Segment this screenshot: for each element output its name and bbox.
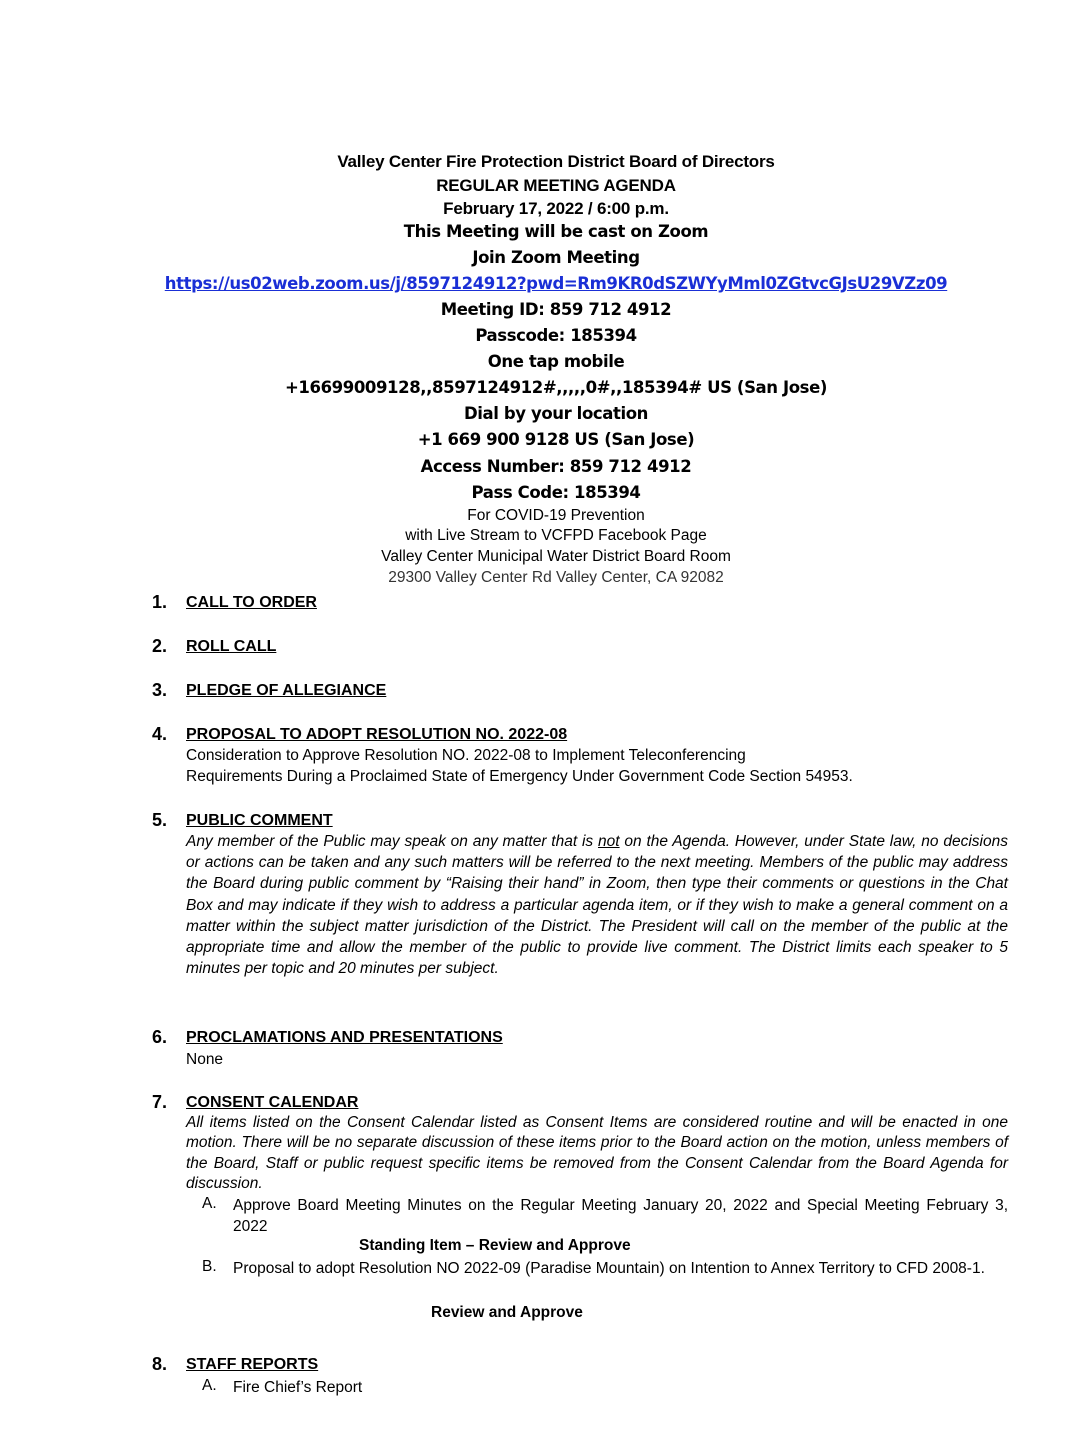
item-number: 8. bbox=[152, 1354, 168, 1374]
one-tap-number: +16699009128,,8597124912#,,,,,0#,,185394# US (San Jose) bbox=[284, 378, 828, 397]
join-zoom-heading: Join Zoom Meeting bbox=[472, 248, 640, 267]
item-body-line: Requirements During a Proclaimed State of Emergency Under Government Code Section 54953. bbox=[186, 768, 853, 785]
public-comment-text-a: Any member of the Public may speak on any matter that is bbox=[186, 833, 599, 850]
dial-number: +1 669 900 9128 US (San Jose) bbox=[417, 430, 695, 449]
item-title-call-to-order: CALL TO ORDER bbox=[186, 594, 317, 611]
consent-calendar-text: All items listed on the Consent Calendar listed as Consent Items are considered routine and will be enacted in one motion. There will be no separate discussion of these items prior to the Board action on the motion, unless members of the Board, Staff or public request specific items be removed from the Consent Calendar from the Board Agenda for discussion. bbox=[186, 1114, 1008, 1193]
covid-line-1: For COVID-19 Prevention bbox=[467, 507, 645, 524]
sub-item-fire-chief-report: Fire Chief’s Report bbox=[233, 1379, 363, 1396]
meeting-date: February 17, 2022 / 6:00 p.m. bbox=[443, 199, 669, 218]
item-number: 2. bbox=[152, 636, 168, 656]
agenda-title: REGULAR MEETING AGENDA bbox=[436, 176, 676, 195]
item-number: 6. bbox=[152, 1027, 168, 1047]
meeting-id: Meeting ID: 859 712 4912 bbox=[440, 300, 672, 319]
zoom-meeting-link[interactable]: https://us02web.zoom.us/j/8597124912?pwd=Rm9KR0dSZWYyMml0ZGtvcGJsU29VZz09 bbox=[164, 274, 948, 293]
covid-line-2: with Live Stream to VCFPD Facebook Page bbox=[405, 527, 707, 544]
public-comment-text bbox=[186, 831, 1008, 979]
one-tap-heading: One tap mobile bbox=[487, 352, 625, 371]
item-number: 1. bbox=[152, 592, 168, 612]
item-number: 4. bbox=[152, 724, 168, 744]
district-title: Valley Center Fire Protection District Board of Directors bbox=[337, 152, 775, 171]
sub-item-letter: A. bbox=[202, 1195, 217, 1212]
access-number: Access Number: 859 712 4912 bbox=[420, 457, 692, 476]
item-number: 3. bbox=[152, 680, 168, 700]
item-title-staff-reports: STAFF REPORTS bbox=[186, 1356, 319, 1373]
dial-location-heading: Dial by your location bbox=[463, 404, 649, 423]
item-title-proclamations: PROCLAMATIONS AND PRESENTATIONS bbox=[186, 1029, 503, 1046]
sub-item-action: Standing Item – Review and Approve bbox=[359, 1237, 631, 1254]
passcode: Passcode: 185394 bbox=[475, 326, 637, 345]
zoom-link-row bbox=[0, 274, 1088, 293]
public-comment-emphasis: not bbox=[598, 833, 620, 850]
item-number: 5. bbox=[152, 810, 168, 830]
item-title-public-comment: PUBLIC COMMENT bbox=[186, 812, 333, 829]
item-number: 7. bbox=[152, 1092, 168, 1112]
pass-code: Pass Code: 185394 bbox=[471, 483, 641, 502]
public-comment-text-b: on the Agenda. However, under State law, no decisions or actions can be taken and any such matters will be referred to the next meeting. Members of the public may address the Board during public comment by “Raising their hand” in Zoom, then type their comments or questions in the Chat Box and may indicate if they wish to address a particular agenda item, or if they wish to make a general comment on a matter within the subject matter jurisdiction of the District. The President will call on the member of the public at the appropriate time and allow the member of the public to provide live comment. The District limits each speaker to 5 minutes per topic and 20 minutes per subject. bbox=[186, 833, 1008, 978]
sub-item-minutes: Approve Board Meeting Minutes on the Regular Meeting January 20, 2022 and Special Meeting February 3, 2022 bbox=[233, 1197, 1008, 1235]
proclamations-body: None bbox=[186, 1051, 224, 1068]
venue-address: 29300 Valley Center Rd Valley Center, CA 92082 bbox=[388, 569, 724, 586]
sub-item-letter: B. bbox=[202, 1258, 217, 1275]
zoom-cast-note: This Meeting will be cast on Zoom bbox=[403, 222, 709, 241]
sub-item-action: Review and Approve bbox=[431, 1304, 583, 1321]
item-body-line: Consideration to Approve Resolution NO. 2022-08 to Implement Teleconferencing bbox=[186, 747, 746, 764]
item-title-roll-call: ROLL CALL bbox=[186, 638, 277, 655]
venue-name: Valley Center Municipal Water District Board Room bbox=[381, 548, 731, 565]
item-title-consent-calendar: CONSENT CALENDAR bbox=[186, 1094, 359, 1111]
sub-item-resolution: Proposal to adopt Resolution NO 2022-09 (Paradise Mountain) on Intention to Annex Territory to CFD 2008-1. bbox=[233, 1260, 985, 1277]
item-title-pledge: PLEDGE OF ALLEGIANCE bbox=[186, 682, 387, 699]
item-title-resolution: PROPOSAL TO ADOPT RESOLUTION NO. 2022-08 bbox=[186, 726, 568, 743]
sub-item-letter: A. bbox=[202, 1377, 217, 1394]
